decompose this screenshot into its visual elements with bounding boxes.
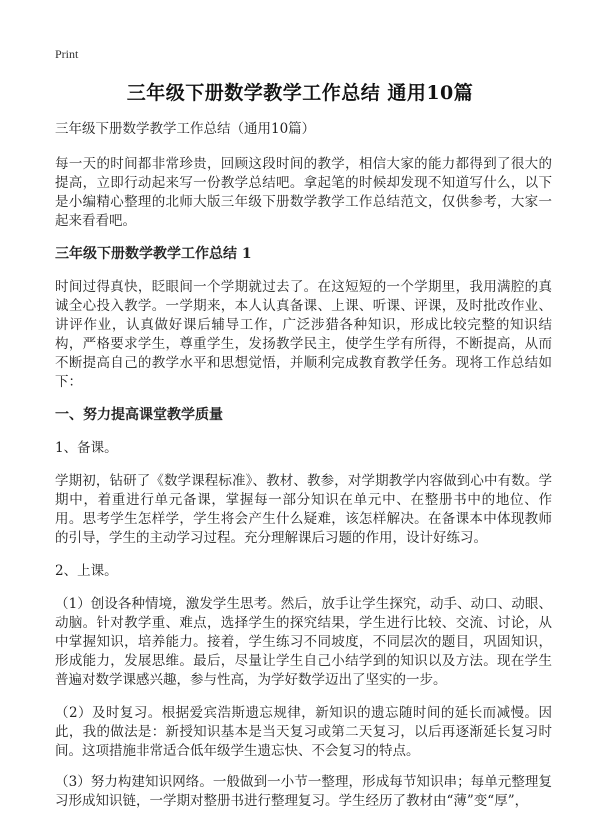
item-paragraph: （2）及时复习。根据爱宾浩斯遗忘规律，新知识的遗忘随时间的延长而减慢。因此，我的做法是：新授知识基本是当天复习或第二天复习，以后再逐渐延长复习时间。这项措施非常适合低年级学生遗忘快、不会复习的特点。 <box>55 705 552 759</box>
print-link[interactable]: Print <box>55 47 79 61</box>
intro-paragraph: 每一天的时间都非常珍贵，回顾这段时间的教学，相信大家的能力都得到了很大的提高，立即行动起来写一份教学总结吧。拿起笔的时候却发现不知道写什么，以下是小编精心整理的北师大版三年级下册数学教学工作总结范文，仅供参考，大家一起来看看吧。 <box>55 156 552 229</box>
section-heading: 三年级下册数学教学工作总结 1 <box>55 246 252 262</box>
item-paragraph: （1）创设各种情境，激发学生思考。然后，放手让学生探究，动手、动口、动眼、动脑。针对教学重、难点，选择学生的探究结果，学生进行比较、交流、讨论，从中掌握知识，培养能力。接着，学生练习不同坡度，不同层次的题目，巩固知识，形成能力，发展思维。最后，尽量让学生自己小结学到的知识以及方法。现在学生普遍对数学课感兴趣，参与性高，为学好数学迈出了坚实的一步。 <box>55 596 552 688</box>
document-body <box>55 120 552 825</box>
item-paragraph: （3）努力构建知识网络。一般做到一小节一整理，形成每节知识串；每单元整理复习形成知识链，一学期对整册书进行整理复习。学生经历了教材由“薄”变“厚”， <box>55 774 552 809</box>
part-heading: 一、努力提高课堂教学质量 <box>55 407 223 423</box>
page-title: 三年级下册数学教学工作总结 通用10篇 <box>126 82 474 104</box>
item-paragraph: 学期初，钻研了《数学课程标准》、教材、教参，对学期教学内容做到心中有数。学期中，着重进行单元备课，掌握每一部分知识在单元中、在整册书中的地位、作用。思考学生怎样学，学生将会产生什么疑难，该怎样解决。在备课本中体现教师的引导，学生的主动学习过程。充分理解课后习题的作用，设计好练习。 <box>55 473 552 546</box>
subtitle: 三年级下册数学教学工作总结（通用10篇） <box>55 121 316 137</box>
item-label: 2、上课。 <box>55 563 118 579</box>
item-label: 1、备课。 <box>55 440 118 456</box>
section-paragraph: 时间过得真快，眨眼间一个学期就过去了。在这短短的一个学期里，我用满腔的真诚全心投入教学。一学期来，本人认真备课、上课、听课、评课，及时批改作业、讲评作业，认真做好课后辅导工作，广泛涉猎各种知识，形成比较完整的知识结构，严格要求学生，尊重学生，发扬教学民主，使学生学有所得，不断提高，从而不断提高自己的教学水平和思想觉悟，并顺利完成教育教学任务。现将工作总结如下： <box>55 279 552 390</box>
